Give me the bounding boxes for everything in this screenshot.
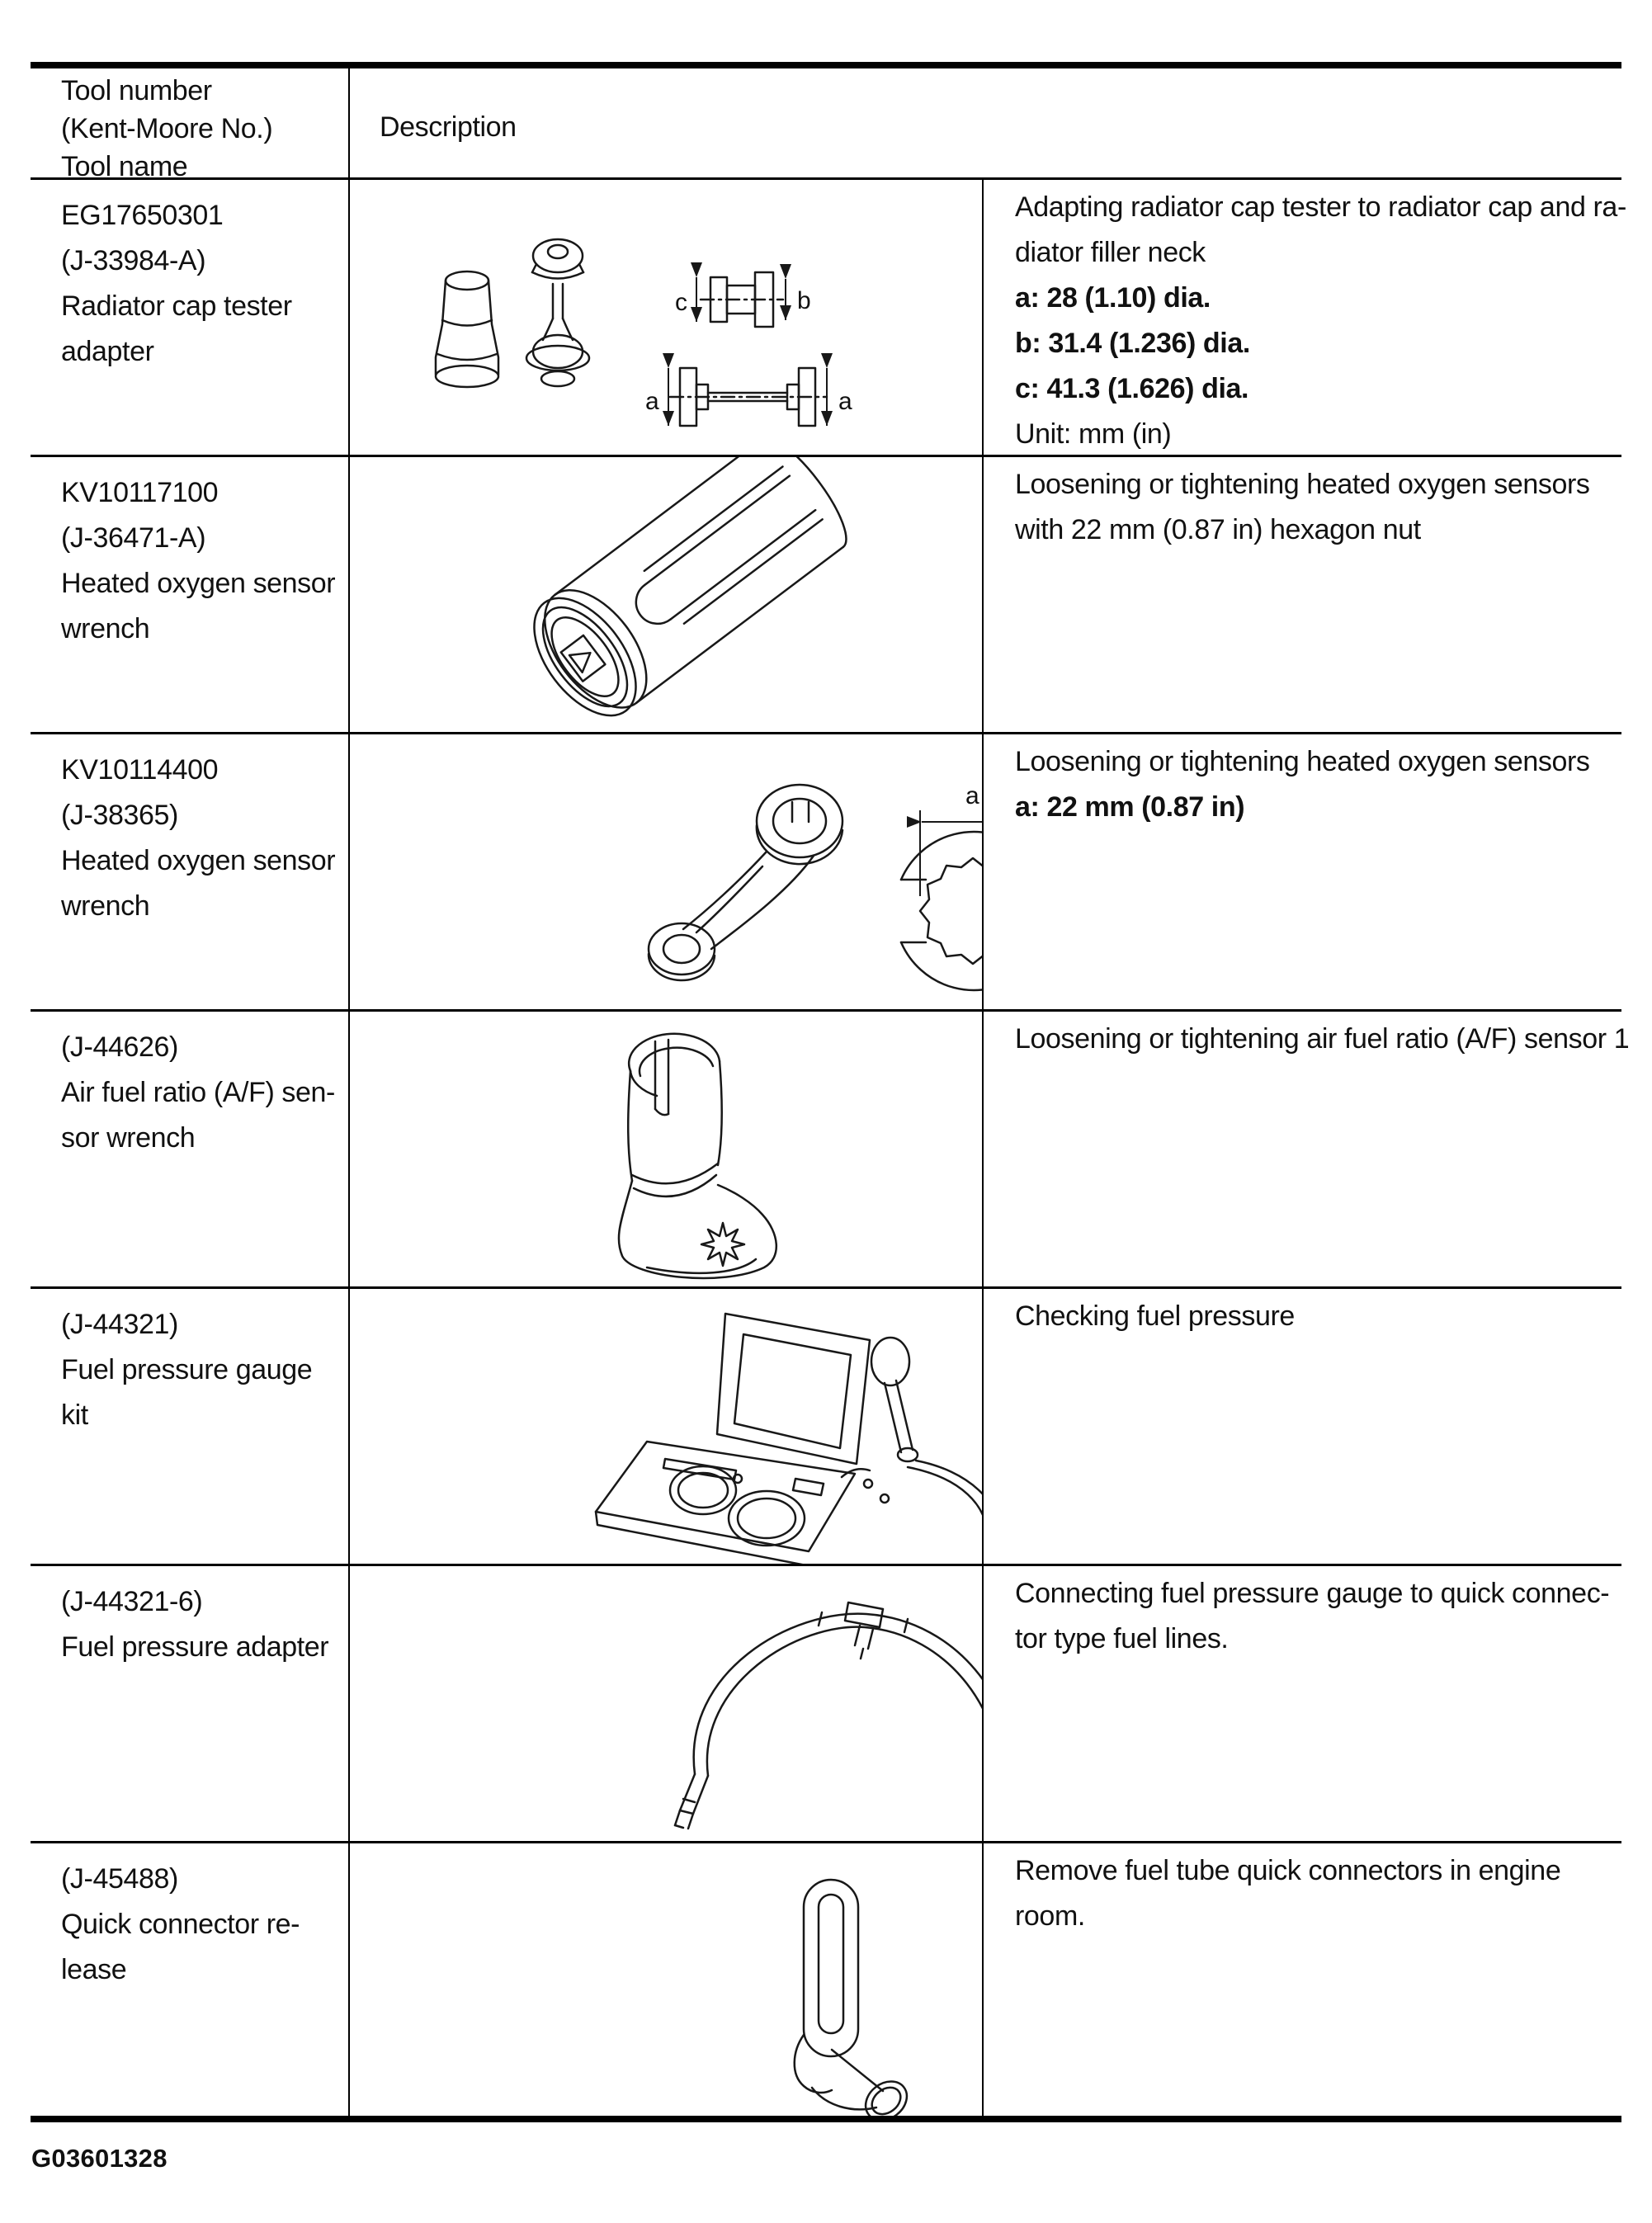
tool-line: Fuel pressure adapter: [61, 1631, 329, 1663]
tool-line: EG17650301: [61, 200, 224, 231]
description-header-cell: [350, 68, 1621, 186]
tool-line: Heated oxygen sensor: [61, 845, 336, 876]
illustration-cell: [350, 1843, 984, 2116]
description-line: Loosening or tightening heated oxygen sensors: [1015, 469, 1590, 500]
description-line: tor type fuel lines.: [1015, 1623, 1229, 1654]
tool-number-cell: [31, 1012, 350, 1286]
description-cell: [984, 457, 1621, 732]
description-line: with 22 mm (0.87 in) hexagon nut: [1015, 514, 1421, 545]
special-service-tools-table: [31, 62, 1630, 2122]
tool-line: (J-44321-6): [61, 1586, 203, 1617]
description-cell: [984, 1012, 1630, 1286]
table-row: [31, 1012, 1630, 1289]
illustration-cell: [350, 1566, 984, 1841]
tool-line: (J-36471-A): [61, 522, 206, 554]
fuel-pressure-adapter-illustration: [350, 1566, 982, 1841]
tool-line: KV10114400: [61, 754, 219, 786]
dim-label-a: a: [965, 782, 979, 809]
air-fuel-ratio-sensor-wrench-illustration: [350, 1012, 982, 1286]
table-row: [31, 1843, 1621, 2116]
tool-line: sor wrench: [61, 1122, 196, 1154]
description-line: Loosening or tightening heated oxygen sensors: [1015, 746, 1590, 777]
illustration-cell: [350, 1289, 984, 1564]
tool-line: Quick connector re-: [61, 1909, 300, 1940]
illustration-cell: [350, 734, 984, 1009]
description-cell: [984, 1566, 1621, 1841]
tool-line: lease: [61, 1954, 127, 1985]
description-line: Loosening or tightening air fuel ratio (A/F) sensor 1: [1015, 1023, 1630, 1055]
description-line: diator filler neck: [1015, 237, 1206, 268]
header-label: Description: [380, 111, 517, 143]
header-line: (Kent-Moore No.): [61, 113, 273, 144]
header-line: Tool number: [61, 75, 212, 106]
illustration-cell: [350, 1012, 984, 1286]
table-row: [31, 1566, 1621, 1843]
tool-line: (J-44626): [61, 1031, 178, 1063]
description-line: c: 41.3 (1.626) dia.: [1015, 373, 1249, 404]
tool-number-cell: [31, 457, 350, 732]
tool-line: Radiator cap tester: [61, 290, 292, 322]
tool-line: Fuel pressure gauge: [61, 1354, 313, 1385]
tool-line: (J-44321): [61, 1309, 178, 1340]
tool-number-cell: [31, 1289, 350, 1564]
tool-line: KV10117100: [61, 477, 219, 508]
description-line: Remove fuel tube quick connectors in engine: [1015, 1855, 1561, 1886]
tool-line: wrench: [61, 613, 150, 644]
table-header-row: [31, 68, 1621, 180]
radiator-cap-tester-adapter-illustration: [350, 180, 982, 455]
tool-line: adapter: [61, 336, 154, 367]
description-line: b: 31.4 (1.236) dia.: [1015, 328, 1250, 359]
tool-line: Heated oxygen sensor: [61, 568, 336, 599]
tool-line: kit: [61, 1399, 88, 1431]
description-cell: [984, 180, 1626, 457]
description-line: Adapting radiator cap tester to radiator cap and ra-: [1015, 191, 1626, 223]
tool-line: wrench: [61, 890, 150, 922]
tool-number-cell: [31, 1566, 350, 1841]
illustration-cell: [350, 180, 984, 457]
dim-label-c: c: [675, 289, 687, 316]
description-line: Checking fuel pressure: [1015, 1300, 1295, 1332]
header-line: Tool name: [61, 151, 188, 182]
heated-oxygen-sensor-socket-wrench-illustration: [350, 457, 982, 732]
illustration-cell: [350, 457, 984, 732]
description-cell: [984, 1289, 1621, 1564]
tool-number-cell: [31, 180, 350, 457]
table-row: [31, 1289, 1621, 1566]
dim-label-a: a: [645, 388, 659, 415]
tool-line: Air fuel ratio (A/F) sen-: [61, 1077, 335, 1108]
table-row: [31, 180, 1626, 457]
description-line: room.: [1015, 1900, 1085, 1932]
description-line: Unit: mm (in): [1015, 418, 1172, 450]
description-line: a: 28 (1.10) dia.: [1015, 282, 1211, 314]
tool-number-header-cell: [31, 68, 350, 186]
quick-connector-release-illustration: [350, 1843, 982, 2116]
fuel-pressure-gauge-kit-illustration: [350, 1289, 982, 1564]
description-cell: [984, 734, 1621, 1009]
tool-line: (J-38365): [61, 800, 178, 831]
description-line: Connecting fuel pressure gauge to quick connec-: [1015, 1578, 1610, 1609]
description-cell: [984, 1843, 1621, 2116]
tool-number-cell: [31, 1843, 350, 2116]
tool-number-cell: [31, 734, 350, 1009]
heated-oxygen-sensor-box-wrench-illustration: [350, 734, 982, 1009]
description-line: a: 22 mm (0.87 in): [1015, 791, 1245, 823]
dim-label-b: b: [797, 287, 811, 314]
tool-line: (J-33984-A): [61, 245, 206, 276]
figure-code: G03601328: [31, 2144, 168, 2173]
table-row: [31, 457, 1621, 734]
tool-line: (J-45488): [61, 1863, 178, 1895]
dim-label-a: a: [838, 388, 852, 415]
table-row: [31, 734, 1621, 1012]
